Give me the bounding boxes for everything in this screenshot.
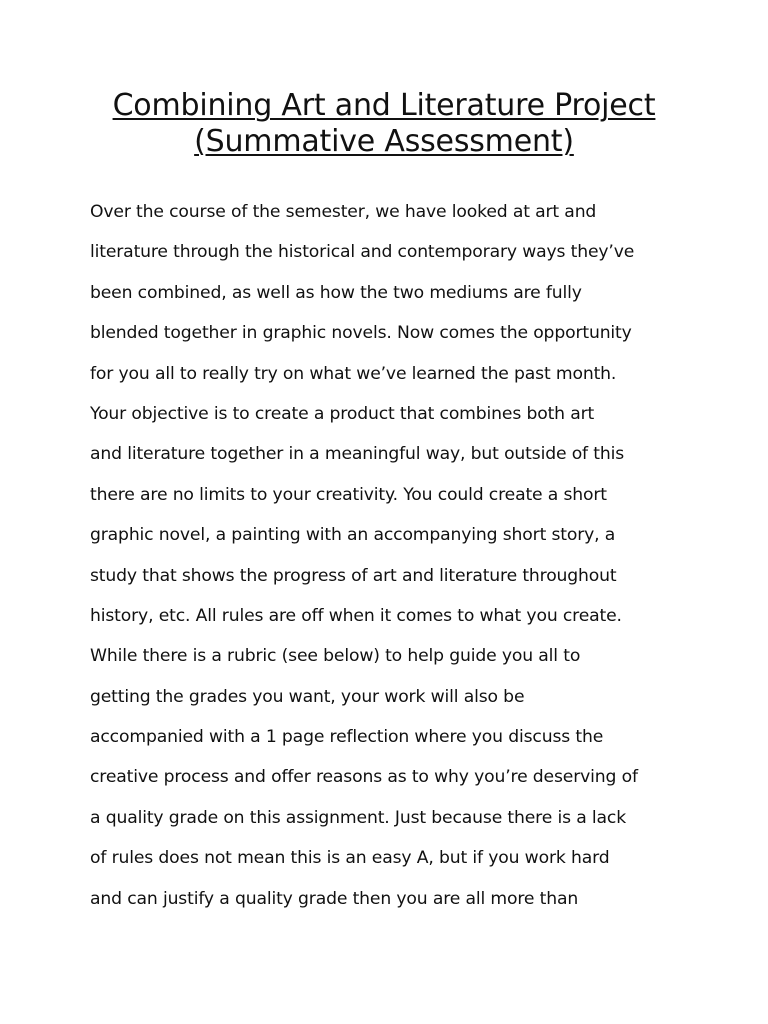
body-line: for you all to really try on what we’ve learned the past month.: [90, 363, 617, 384]
document-title: [0, 88, 768, 160]
body-line: graphic novel, a painting with an accompanying short story, a: [90, 525, 616, 546]
body-line: While there is a rubric (see below) to help guide you all to: [90, 646, 581, 667]
body-line: history, etc. All rules are off when it comes to what you create.: [90, 605, 622, 626]
body-line: blended together in graphic novels. Now comes the opportunity: [90, 323, 632, 344]
body-line: accompanied with a 1 page reflection where you discuss the: [90, 727, 604, 748]
body-line: study that shows the progress of art and literature throughout: [90, 565, 617, 586]
title-line: Combining Art and Literature Project: [112, 88, 656, 123]
body-line: and can justify a quality grade then you are all more than: [90, 888, 579, 909]
title-line: (Summative Assessment): [194, 124, 574, 159]
body-line: getting the grades you want, your work will also be: [90, 686, 525, 707]
body-line: Your objective is to create a product that combines both art: [90, 403, 595, 424]
body-line: a quality grade on this assignment. Just because there is a lack: [90, 807, 627, 828]
body-line: literature through the historical and contemporary ways they’ve: [90, 242, 635, 263]
body-line: there are no limits to your creativity. You could create a short: [90, 484, 607, 505]
body-line: creative process and offer reasons as to why you’re deserving of: [90, 767, 638, 788]
body-line: Over the course of the semester, we have looked at art and: [90, 202, 597, 222]
body-line: of rules does not mean this is an easy A, but if you work hard: [90, 848, 610, 869]
body-line: been combined, as well as how the two mediums are fully: [90, 282, 582, 303]
body-line: and literature together in a meaningful way, but outside of this: [90, 444, 625, 465]
body-paragraph: [90, 198, 690, 925]
